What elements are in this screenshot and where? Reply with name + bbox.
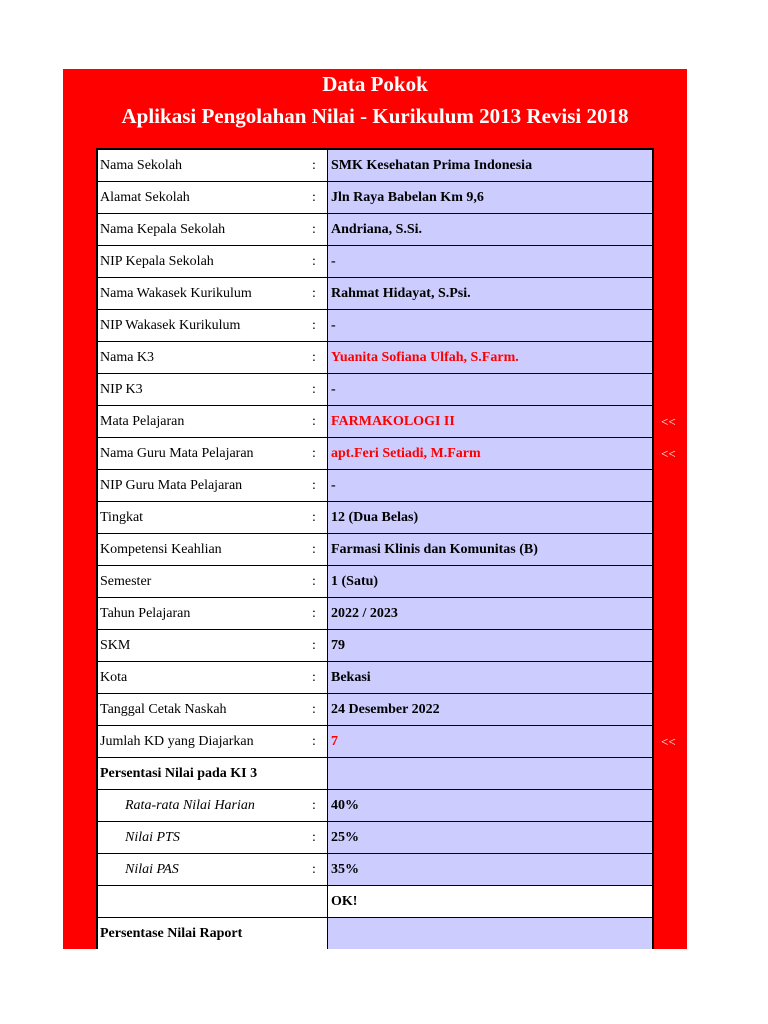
- table-row: [98, 438, 652, 470]
- row-colon: :: [312, 254, 316, 269]
- value-cell[interactable]: [327, 566, 654, 597]
- row-value: Rahmat Hidayat, S.Psi.: [331, 286, 471, 301]
- row-value: SMK Kesehatan Prima Indonesia: [331, 158, 533, 173]
- table-row: [98, 886, 652, 918]
- value-cell[interactable]: [327, 822, 654, 853]
- row-label: NIP K3: [100, 382, 143, 397]
- sheet-subtitle: Aplikasi Pengolahan Nilai - Kurikulum 2013 Revisi 2018: [121, 104, 629, 128]
- row-label: Nilai PTS: [125, 830, 180, 845]
- row-label: Persentasi Nilai pada KI 3: [100, 766, 258, 781]
- row-value: 25%: [331, 830, 359, 845]
- table-row: [98, 630, 652, 662]
- table-row: [98, 246, 652, 278]
- row-colon: :: [312, 606, 316, 621]
- table-row: [98, 822, 652, 854]
- row-label: Kota: [100, 670, 128, 685]
- value-cell[interactable]: [327, 438, 654, 469]
- row-label: Nilai PAS: [125, 862, 179, 877]
- row-colon: :: [312, 446, 316, 461]
- row-label: Tanggal Cetak Naskah: [100, 702, 227, 717]
- table-row: [98, 310, 652, 342]
- row-value: -: [331, 478, 336, 493]
- table-row: [98, 342, 652, 374]
- row-colon: :: [312, 158, 316, 173]
- row-label: Kompetensi Keahlian: [100, 542, 222, 557]
- table-row: [98, 534, 652, 566]
- row-colon: :: [312, 574, 316, 589]
- row-value: -: [331, 318, 336, 333]
- table-row: [98, 374, 652, 406]
- row-value: 79: [331, 638, 345, 653]
- table-row: [98, 182, 652, 214]
- row-label: Nama K3: [100, 350, 155, 365]
- row-value: 35%: [331, 862, 359, 877]
- required-marker: <<: [661, 734, 676, 749]
- value-cell[interactable]: [327, 758, 654, 789]
- row-label: Tingkat: [100, 510, 144, 525]
- row-label: Jumlah KD yang Diajarkan: [100, 734, 254, 749]
- table-row: [98, 854, 652, 886]
- row-value: Andriana, S.Si.: [331, 222, 423, 237]
- sheet-title: Data Pokok: [322, 72, 428, 96]
- value-cell[interactable]: [327, 694, 654, 725]
- value-cell[interactable]: [327, 374, 654, 405]
- table-row: [98, 278, 652, 310]
- row-value: 7: [331, 734, 338, 749]
- row-label: Alamat Sekolah: [100, 190, 190, 205]
- row-label: Rata-rata Nilai Harian: [125, 798, 255, 813]
- row-colon: :: [312, 414, 316, 429]
- row-colon: :: [312, 702, 316, 717]
- row-colon: :: [312, 222, 316, 237]
- table-row: [98, 566, 652, 598]
- data-table: [96, 148, 654, 949]
- value-cell[interactable]: [327, 246, 654, 277]
- value-cell[interactable]: [327, 278, 654, 309]
- value-cell[interactable]: [327, 182, 654, 213]
- value-cell[interactable]: [327, 918, 654, 949]
- table-row: [98, 406, 652, 438]
- value-cell[interactable]: [327, 310, 654, 341]
- table-row: [98, 758, 652, 790]
- required-marker: <<: [661, 446, 676, 461]
- value-cell[interactable]: [327, 662, 654, 693]
- value-cell[interactable]: [327, 790, 654, 821]
- required-marker: <<: [661, 414, 676, 429]
- row-colon: :: [312, 638, 316, 653]
- table-row: [98, 470, 652, 502]
- value-cell[interactable]: [327, 470, 654, 501]
- row-colon: :: [312, 510, 316, 525]
- row-label: SKM: [100, 638, 131, 653]
- table-row: [98, 214, 652, 246]
- table-row: [98, 694, 652, 726]
- row-colon: :: [312, 734, 316, 749]
- row-value: Farmasi Klinis dan Komunitas (B): [331, 542, 538, 557]
- value-cell[interactable]: [327, 854, 654, 885]
- row-value: FARMAKOLOGI II: [331, 414, 455, 429]
- row-label: Mata Pelajaran: [100, 414, 185, 429]
- row-colon: :: [312, 318, 316, 333]
- table-row: [98, 150, 652, 182]
- row-colon: :: [312, 830, 316, 845]
- value-cell[interactable]: [327, 886, 654, 917]
- table-row: [98, 662, 652, 694]
- value-cell[interactable]: [327, 502, 654, 533]
- row-label: NIP Guru Mata Pelajaran: [100, 478, 243, 493]
- value-cell[interactable]: [327, 406, 654, 437]
- row-label: Nama Sekolah: [100, 158, 183, 173]
- row-label: NIP Kepala Sekolah: [100, 254, 214, 269]
- row-label: Persentase Nilai Raport: [100, 926, 243, 941]
- row-colon: :: [312, 798, 316, 813]
- row-label: Nama Wakasek Kurikulum: [100, 286, 252, 301]
- row-colon: :: [312, 286, 316, 301]
- row-colon: :: [312, 382, 316, 397]
- row-value: OK!: [331, 894, 358, 909]
- row-value: -: [331, 382, 336, 397]
- value-cell[interactable]: [327, 214, 654, 245]
- row-label: Nama Kepala Sekolah: [100, 222, 226, 237]
- row-colon: :: [312, 350, 316, 365]
- value-cell[interactable]: [327, 150, 654, 181]
- row-colon: :: [312, 190, 316, 205]
- table-row: [98, 918, 652, 949]
- row-value: 2022 / 2023: [331, 606, 398, 621]
- row-value: 1 (Satu): [331, 574, 379, 589]
- row-value: Jln Raya Babelan Km 9,6: [331, 190, 484, 205]
- row-value: apt.Feri Setiadi, M.Farm: [331, 446, 481, 461]
- row-value: 12 (Dua Belas): [331, 510, 419, 525]
- row-value: -: [331, 254, 336, 269]
- table-row: [98, 726, 652, 758]
- row-colon: :: [312, 862, 316, 877]
- row-colon: :: [312, 670, 316, 685]
- row-value: Bekasi: [331, 670, 371, 685]
- value-cell[interactable]: [327, 598, 654, 629]
- table-row: [98, 790, 652, 822]
- table-row: [98, 502, 652, 534]
- row-label: Tahun Pelajaran: [100, 606, 191, 621]
- value-cell[interactable]: [327, 726, 654, 757]
- value-cell[interactable]: [327, 630, 654, 661]
- row-value: 24 Desember 2022: [331, 702, 440, 717]
- value-cell[interactable]: [327, 534, 654, 565]
- table-row: [98, 598, 652, 630]
- data-pokok-sheet: [63, 69, 687, 949]
- value-cell[interactable]: [327, 342, 654, 373]
- row-label: Nama Guru Mata Pelajaran: [100, 446, 254, 461]
- row-colon: :: [312, 478, 316, 493]
- row-colon: :: [312, 542, 316, 557]
- row-value: 40%: [331, 798, 359, 813]
- row-value: Yuanita Sofiana Ulfah, S.Farm.: [331, 350, 519, 365]
- row-label: NIP Wakasek Kurikulum: [100, 318, 241, 333]
- row-label: Semester: [100, 574, 152, 589]
